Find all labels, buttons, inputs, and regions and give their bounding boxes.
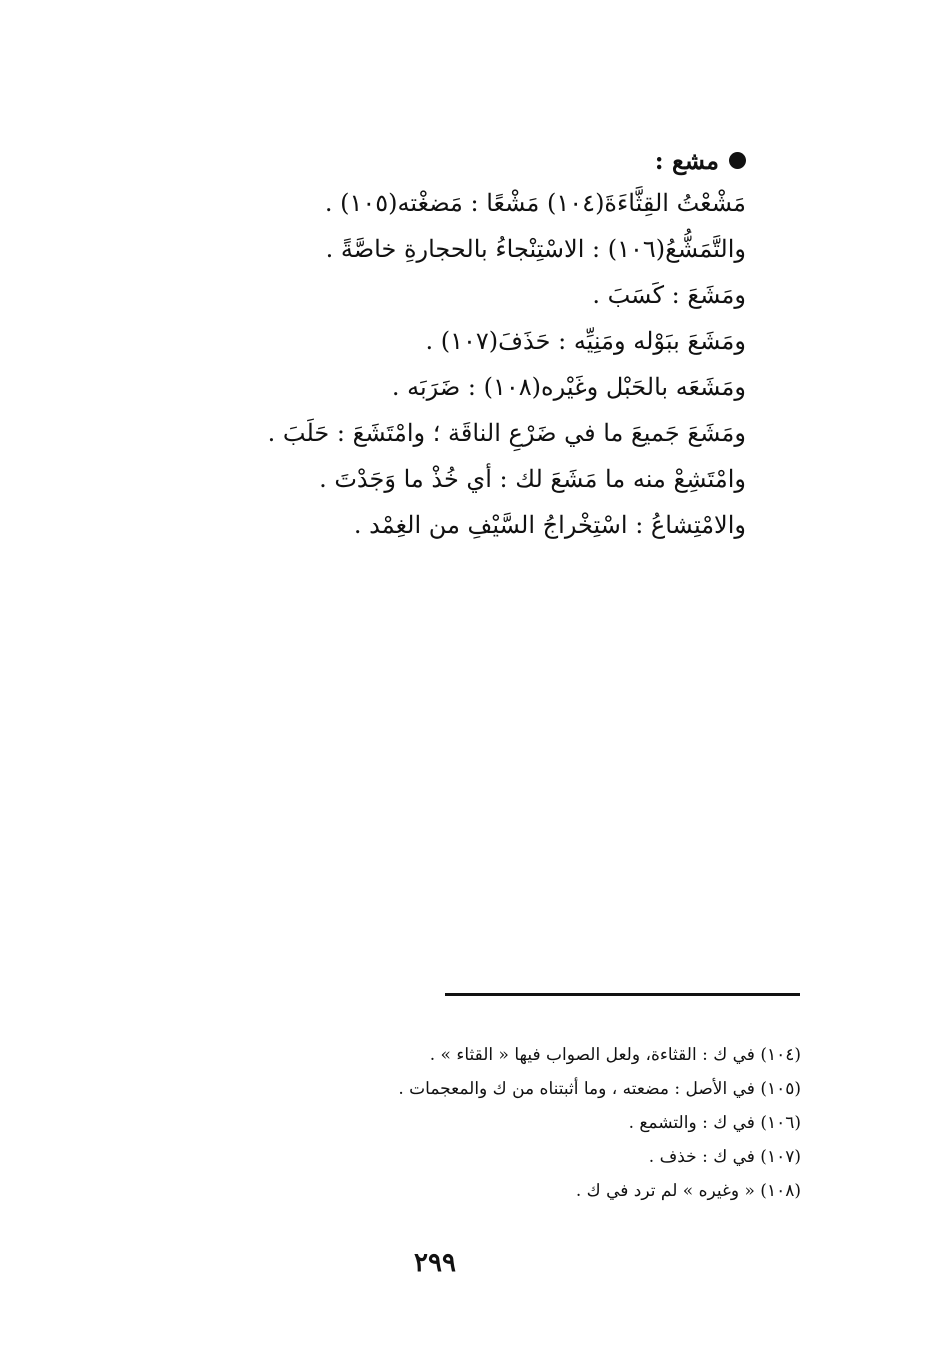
footnote: (١٠٨) « وغيره » لم ترد في ك . xyxy=(575,1181,801,1201)
entry-heading xyxy=(186,140,746,180)
entry-line: ومَشَعَ ببَوْله ومَنِيِّه : حَذَفَ(١٠٧) . xyxy=(425,327,746,355)
footnote: (١٠٦) في ك : والتشمع . xyxy=(628,1113,801,1133)
footnote: (١٠٥) في الأصل : مضعته ، وما أثبتناه من ك والمعجمات . xyxy=(398,1079,801,1099)
footnotes xyxy=(301,1038,801,1208)
footnote: (١٠٤) في ك : القثاءة، ولعل الصواب فيها « القثاء » . xyxy=(429,1045,801,1065)
entry-line: ومَشَعَ جَميعَ ما في ضَرْعِ الناقَة ؛ وامْتَشَعَ : حَلَبَ . xyxy=(267,419,746,447)
entry-line: ومَشَعَه بالحَبْل وغَيْره(١٠٨) : ضَرَبَه . xyxy=(391,373,746,401)
entry-line: ومَشَعَ : كَسَبَ . xyxy=(592,281,746,309)
page-number: ٢٩٩ xyxy=(414,1248,456,1278)
entry-line: والامْتِشاعُ : اسْتِخْراجُ السَّيْفِ من الغِمْد . xyxy=(353,511,746,539)
entry-line: والتَّمَشُّعُ(١٠٦) : الاسْتِنْجاءُ بالحجارةِ خاصَّةً . xyxy=(325,235,746,263)
entry-heading-text: مشع : xyxy=(654,145,719,175)
entry-line: مَشْعْتُ القِثَّاءَةَ(١٠٤) مَشْعًا : مَضغْته(١٠٥) . xyxy=(324,189,746,217)
dictionary-entry xyxy=(186,140,746,548)
footnote-divider xyxy=(445,993,800,996)
entry-line: وامْتَشِعْ منه ما مَشَعَ لك : أي خُذْ ما وَجَدْتَ . xyxy=(319,465,746,493)
bullet-icon xyxy=(729,152,746,169)
footnote: (١٠٧) في ك : خذف . xyxy=(648,1147,801,1167)
